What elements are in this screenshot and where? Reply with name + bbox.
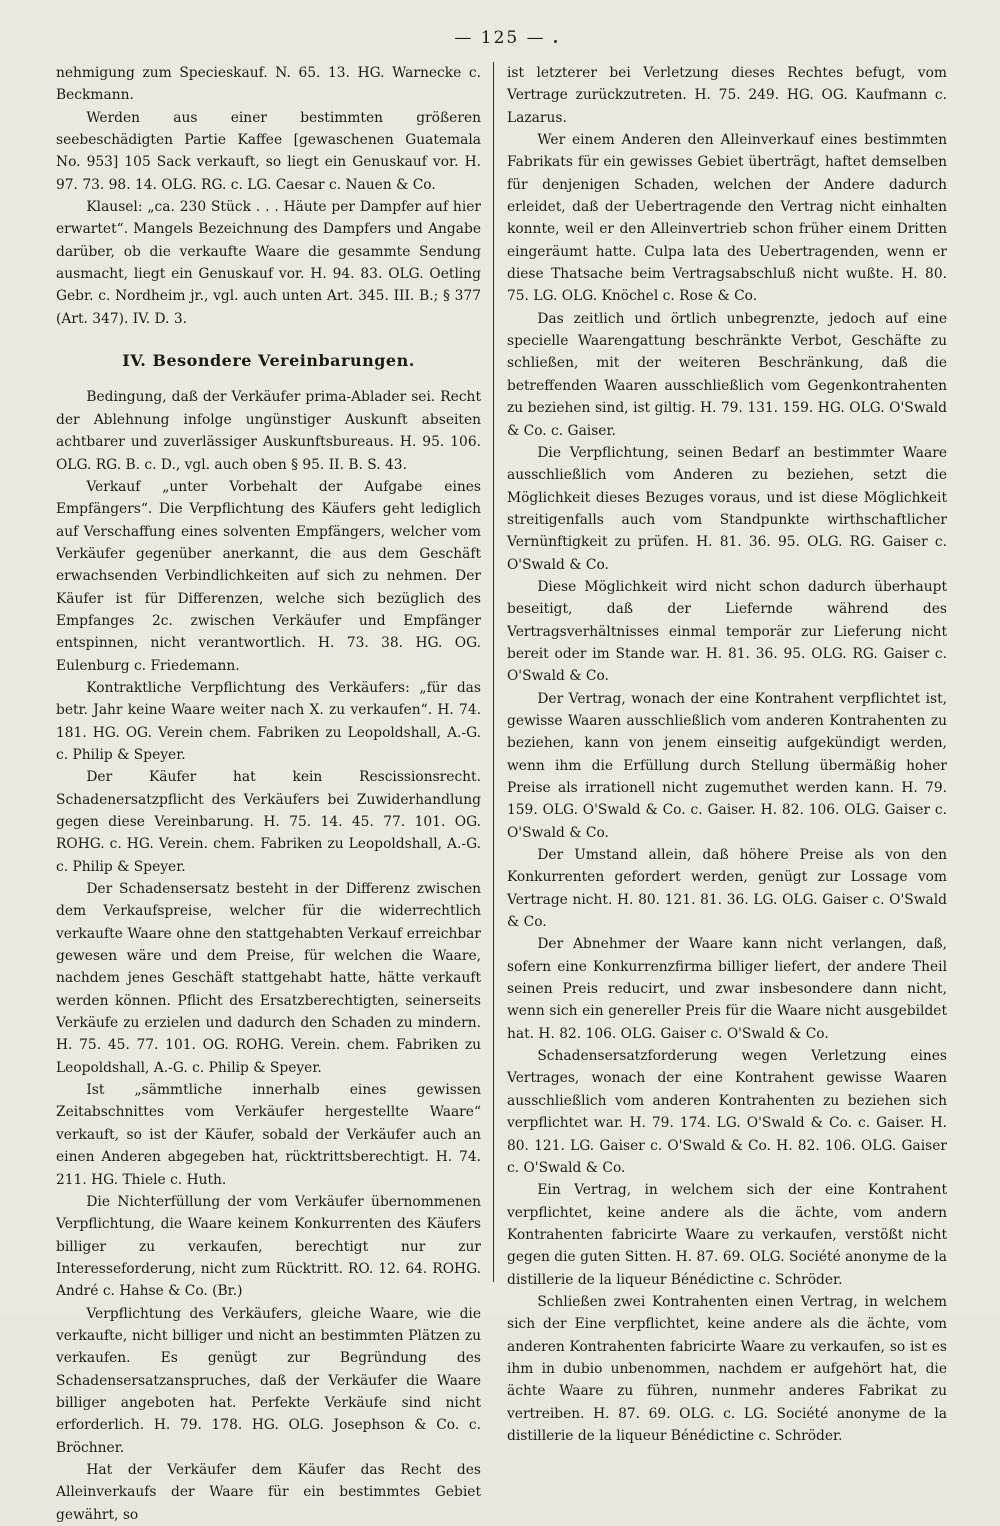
right-paragraph-2: Wer einem Anderen den Alleinverkauf eines bestimmten Fabrikats für ein gewisses Gebiet überträgt, haftet demselben für denjenigen Schaden, welchen der Andere dadurch erleidet, daß der Uebertragende den Vertrag nicht einhalten konnte, weil er den Alleinvertrieb schon früher einem Dritten eingeräumt hatte. Culpa lata des Uebertragenden, wenn er diese Thatsache beim Vertragsabschluß nicht wußte. H. 80. 75. LG. OLG. Knöchel c. Rose & Co. (507, 132, 947, 305)
right-paragraph-5: Diese Möglichkeit wird nicht schon dadurch überhaupt beseitigt, daß der Liefernde während des Vertragsverhältnisses einmal temporär zur Lieferung nicht bereit oder im Stande war. H. 81. 36. 95. OLG. RG. Gaiser c. O'Swald & Co. (507, 578, 947, 685)
right-paragraph-10: Ein Vertrag, in welchem sich der eine Kontrahent verpflichtet, keine andere als die ächte, vom andern Kontrahenten fabricirte Waare zu verkaufen, verstößt nicht gegen die guten Sitten. H. 87. 69. OLG. Société anonyme de la distillerie de la liqueur Bénédictine c. Schröder. (507, 1182, 947, 1288)
left-column (56, 62, 481, 1526)
page-number: — 125 — (454, 28, 546, 48)
right-column (507, 62, 947, 1447)
left-paragraph-3: Klausel: „ca. 230 Stück . . . Häute per Dampfer auf hier erwartet“. Mangels Bezeichnung des Dampfers und Angabe darüber, ob die verkaufte Waare die gesammte Sendung ausmacht, liegt ein Genuskauf vor. H. 94. 83. OLG. Oetling Gebr. c. Nordheim jr., vgl. auch unten Art. 345. III. B.; § 377 (Art. 347). IV. D. 3. (56, 199, 481, 327)
left-paragraph-1: nehmigung zum Specieskauf. N. 65. 13. HG. Warnecke c. Beckmann. (56, 65, 481, 104)
column-divider (493, 62, 494, 1282)
left-paragraph-11: Verpflichtung des Verkäufers, gleiche Waare, wie die verkaufte, nicht billiger und nicht an bestimmten Plätzen zu verkaufen. Es genügt zur Begründung des Schadensersatzanspruches, daß der Verkäufer die Waare billiger angeboten hat. Perfekte Verkäufe sind nicht erforderlich. H. 79. 178. HG. OLG. Josephson & Co. c. Bröchner. (56, 1305, 481, 1456)
left-paragraph-7: Der Käufer hat kein Rescissionsrecht. Schadenersatzpflicht des Verkäufers bei Zuwiderhandlung gegen diese Vereinbarung. H. 75. 14. 45. 77. 101. OG. ROHG. c. HG. Verein. chem. Fabriken zu Leopoldshall, A.-G. c. Philip & Speyer. (56, 769, 481, 875)
left-paragraph-4: Bedingung, daß der Verkäufer prima-Ablader sei. Recht der Ablehnung infolge ungünstiger Auskunft abseiten achtbarer und zuverlässiger Auskunftsbureaus. H. 95. 106. OLG. RG. B. c. D., vgl. auch oben § 95. II. B. S. 43. (56, 389, 481, 473)
print-speck (554, 40, 557, 43)
left-paragraph-6: Kontraktliche Verpflichtung des Verkäufers: „für das betr. Jahr keine Waare weiter nach X. zu verkaufen“. H. 74. 181. HG. OG. Verein chem. Fabriken zu Leopoldshall, A.-G. c. Philip & Speyer. (56, 679, 481, 763)
right-paragraph-1: ist letzterer bei Verletzung dieses Rechtes befugt, vom Vertrage zurückzutreten. H. 75. 249. HG. OG. Kaufmann c. Lazarus. (507, 65, 947, 126)
right-paragraph-4: Die Verpflichtung, seinen Bedarf an bestimmter Waare ausschließlich vom Anderen zu beziehen, setzt die Möglichkeit dieses Bezuges voraus, und ist diese Möglichkeit streitigenfalls auch vom Standpunkte wirthschaftlicher Vernünftigkeit zu prüfen. H. 81. 36. 95. OLG. RG. Gaiser c. O'Swald & Co. (507, 444, 947, 573)
right-paragraph-3: Das zeitlich und örtlich unbegrenzte, jedoch auf eine specielle Waarengattung beschränkte Verbot, Geschäfte zu schließen, mit der weiteren Beschränkung, daß die betreffenden Waaren ausschließlich vom Gegenkontrahenten zu beziehen sind, ist giltig. H. 79. 131. 159. HG. OLG. O'Swald & Co. c. Gaiser. (507, 310, 947, 439)
right-paragraph-9: Schadensersatzforderung wegen Verletzung eines Vertrages, wonach der eine Kontrahent gewisse Waaren ausschließlich vom anderen Kontrahenten zu beziehen sich verpflichtet war. H. 79. 174. LG. O'Swald & Co. c. Gaiser. H. 80. 121. LG. Gaiser c. O'Swald & Co. H. 82. 106. OLG. Gaiser c. O'Swald & Co. (507, 1048, 947, 1176)
left-paragraph-12: Hat der Verkäufer dem Käufer das Recht des Alleinverkaufs der Waare für ein bestimmtes Gebiet gewährt, so (56, 1461, 481, 1523)
right-paragraph-6: Der Vertrag, wonach der eine Kontrahent verpflichtet ist, gewisse Waaren ausschließlich vom anderen Kontrahenten zu beziehen, kann von jenem einseitig aufgekündigt werden, wenn ihm die Erfüllung durch Stellung übermäßig hoher Preise als irrationell nicht zugemuthet werden kann. H. 79. 159. OLG. O'Swald & Co. c. Gaiser. H. 82. 106. OLG. Gaiser c. O'Swald & Co. (507, 690, 947, 841)
left-paragraph-2: Werden aus einer bestimmten größeren seebeschädigten Partie Kaffee [gewaschenen Guatemala No. 953] 105 Sack verkauft, so liegt ein Genuskauf vor. H. 97. 73. 98. 14. OLG. RG. c. LG. Caesar c. Nauen & Co. (56, 109, 481, 193)
right-paragraph-11: Schließen zwei Kontrahenten einen Vertrag, in welchem sich der Eine verpflichtet, keine andere als die ächte, vom anderen Kontrahenten fabricirte Waare zu verkaufen, so ist es ihm in dubio unbenommen, nachdem er aufgehört hat, die ächte Waare zu führen, nunmehr anderes Fabrikat zu vertreiben. H. 87. 69. OLG. c. LG. Société anonyme de la distillerie de la liqueur Bénédictine c. Schröder. (507, 1293, 947, 1444)
right-paragraph-7: Der Umstand allein, daß höhere Preise als von den Konkurrenten gefordert werden, genügt zur Lossage vom Vertrage nicht. H. 80. 121. 81. 36. LG. OLG. Gaiser c. O'Swald & Co. (507, 847, 947, 931)
left-paragraph-5: Verkauf „unter Vorbehalt der Aufgabe eines Empfängers“. Die Verpflichtung des Käufers geht lediglich auf Verschaffung eines solventen Empfängers, welcher vom Verkäufer gegenüber anerkannt, die aus dem Geschäft erwachsenden Verbindlichkeiten auf sich zu nehmen. Der Käufer ist für Differenzen, welche sich bezüglich des Empfanges 2c. zwischen Verkäufer und Empfänger entspinnen, nicht verantwortlich. H. 73. 38. HG. OG. Eulenburg c. Friedemann. (56, 478, 481, 674)
left-paragraph-8: Der Schadensersatz besteht in der Differenz zwischen dem Verkaufspreise, welcher für die widerrechtlich verkaufte Waare ohne den stattgehabten Verkauf erreichbar gewesen wäre und dem Preise, für welchen die Waare, nachdem jenes Geschäft stattgehabt hatte, hätte verkauft werden können. Pflicht des Ersatzberechtigten, seinerseits Verkäufe zu erzielen und dadurch den Schaden zu mindern. H. 75. 45. 77. 101. OG. ROHG. Verein. chem. Fabriken zu Leopoldshall, A.-G. c. Philip & Speyer. (56, 881, 481, 1076)
section-heading: IV. Besondere Vereinbarungen. (122, 351, 415, 371)
left-paragraph-9: Ist „sämmtliche innerhalb eines gewissen Zeitabschnittes vom Verkäufer hergestellte Waare“ verkauft, so ist der Käufer, sobald der Verkäufer auch an einen Anderen abgegeben hat, rücktrittsberechtigt. H. 74. 211. HG. Thiele c. Huth. (56, 1082, 481, 1188)
right-paragraph-8: Der Abnehmer der Waare kann nicht verlangen, daß, sofern eine Konkurrenzfirma billiger liefert, der andere Theil seinen Preis reducirt, und zwar insbesondere dann nicht, wenn sich ein genereller Preis für die Waare nicht ausgebildet hat. H. 82. 106. OLG. Gaiser c. O'Swald & Co. (507, 936, 947, 1042)
left-paragraph-10: Die Nichterfüllung der vom Verkäufer übernommenen Verpflichtung, die Waare keinem Konkurrenten des Käufers billiger zu verkaufen, berechtigt nur zur Interesseforderung, nicht zum Rücktritt. RO. 12. 64. ROHG. André c. Hahse & Co. (Br.) (56, 1193, 481, 1300)
